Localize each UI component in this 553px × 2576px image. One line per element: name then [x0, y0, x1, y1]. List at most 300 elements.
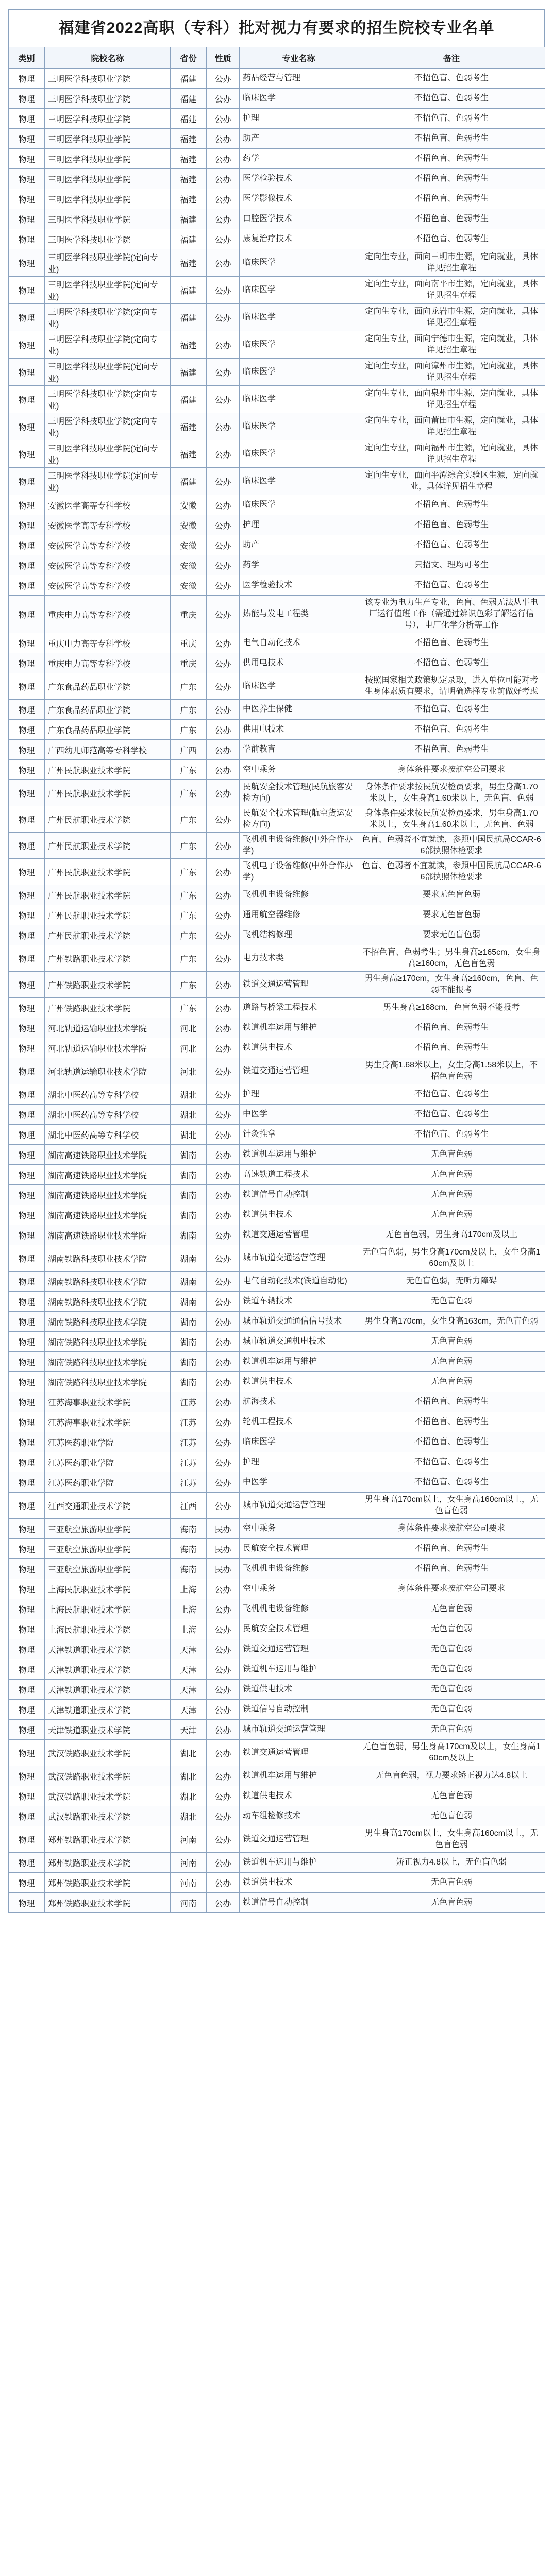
cell-type: 物理 — [9, 859, 45, 885]
cell-major: 铁道机车运用与维护 — [240, 1766, 358, 1786]
cell-type: 物理 — [9, 925, 45, 945]
cell-major: 临床医学 — [240, 386, 358, 413]
cell-type: 物理 — [9, 1272, 45, 1292]
cell-type: 物理 — [9, 515, 45, 535]
cell-school: 三明医学科技职业学院(定向专业) — [45, 468, 171, 495]
table-row — [9, 229, 545, 249]
cell-nature: 公办 — [207, 440, 240, 468]
cell-province: 江苏 — [171, 1412, 207, 1432]
table-row — [9, 1018, 545, 1038]
cell-province: 广东 — [171, 760, 207, 780]
cell-province: 福建 — [171, 277, 207, 304]
cell-note: 不招色盲、色弱考生 — [358, 1539, 545, 1559]
cell-note: 无色盲色弱，男生身高170cm及以上 — [358, 1225, 545, 1245]
cell-type: 物理 — [9, 1018, 45, 1038]
cell-note: 不招色盲、色弱考生 — [358, 515, 545, 535]
cell-school: 广州民航职业技术学院 — [45, 925, 171, 945]
table-row — [9, 1084, 545, 1105]
cell-school: 三亚航空旅游职业学院 — [45, 1519, 171, 1539]
cell-major: 药品经营与管理 — [240, 69, 358, 89]
cell-school: 三明医学科技职业学院 — [45, 189, 171, 209]
cell-major: 飞机结构修理 — [240, 925, 358, 945]
cell-province: 广东 — [171, 833, 207, 859]
cell-nature: 公办 — [207, 1873, 240, 1893]
cell-school: 三明医学科技职业学院(定向专业) — [45, 359, 171, 386]
cell-major: 飞机机电设备维修(中外合作办学) — [240, 833, 358, 859]
table-row — [9, 700, 545, 720]
cell-nature: 公办 — [207, 1700, 240, 1720]
cell-school: 三明医学科技职业学院 — [45, 149, 171, 169]
cell-school: 武汉铁路职业技术学院 — [45, 1786, 171, 1806]
cell-type: 物理 — [9, 304, 45, 331]
table-row — [9, 673, 545, 700]
cell-type: 物理 — [9, 1893, 45, 1913]
cell-nature: 公办 — [207, 331, 240, 359]
cell-note: 无色盲色弱 — [358, 1372, 545, 1392]
cell-province: 江苏 — [171, 1432, 207, 1452]
cell-type: 物理 — [9, 720, 45, 740]
table-row — [9, 1352, 545, 1372]
cell-note: 无色盲色弱，无听力障碍 — [358, 1272, 545, 1292]
cell-nature: 公办 — [207, 653, 240, 673]
cell-school: 武汉铁路职业技术学院 — [45, 1740, 171, 1766]
cell-school: 广东食品药品职业学院 — [45, 720, 171, 740]
table-row — [9, 331, 545, 359]
table-row — [9, 1493, 545, 1519]
cell-major: 临床医学 — [240, 359, 358, 386]
cell-province: 江苏 — [171, 1452, 207, 1472]
cell-nature: 公办 — [207, 925, 240, 945]
cell-nature: 公办 — [207, 1452, 240, 1472]
cell-type: 物理 — [9, 495, 45, 515]
table-row — [9, 169, 545, 189]
cell-nature: 公办 — [207, 304, 240, 331]
cell-province: 湖南 — [171, 1245, 207, 1272]
cell-province: 福建 — [171, 129, 207, 149]
cell-type: 物理 — [9, 277, 45, 304]
cell-type: 物理 — [9, 249, 45, 277]
cell-type: 物理 — [9, 69, 45, 89]
cell-type: 物理 — [9, 1680, 45, 1700]
cell-province: 湖北 — [171, 1740, 207, 1766]
cell-nature: 公办 — [207, 209, 240, 229]
cell-nature: 公办 — [207, 1432, 240, 1452]
cell-major: 铁道机车运用与维护 — [240, 1018, 358, 1038]
cell-major: 临床医学 — [240, 277, 358, 304]
table-row — [9, 925, 545, 945]
cell-major: 铁道交通运营管理 — [240, 1058, 358, 1084]
table-row — [9, 1145, 545, 1165]
cell-type: 物理 — [9, 1873, 45, 1893]
cell-note: 不招色盲、色弱考生 — [358, 129, 545, 149]
cell-province: 天津 — [171, 1700, 207, 1720]
cell-major: 护理 — [240, 109, 358, 129]
cell-nature: 公办 — [207, 905, 240, 925]
cell-school: 湖北中医药高等专科学校 — [45, 1084, 171, 1105]
cell-nature: 公办 — [207, 229, 240, 249]
table-row — [9, 1432, 545, 1452]
cell-nature: 公办 — [207, 885, 240, 905]
cell-type: 物理 — [9, 740, 45, 760]
cell-major: 高速铁道工程技术 — [240, 1165, 358, 1185]
cell-note: 不招色盲、色弱考生 — [358, 1105, 545, 1125]
cell-note: 身体条件要求按航空公司要求 — [358, 760, 545, 780]
cell-school: 江苏医药职业学院 — [45, 1472, 171, 1493]
table-row — [9, 1766, 545, 1786]
cell-note: 不招色盲、色弱考生 — [358, 1559, 545, 1579]
cell-note: 无色盲色弱 — [358, 1659, 545, 1680]
cell-type: 物理 — [9, 673, 45, 700]
cell-note: 男生身高≥168cm，色盲色弱不能报考 — [358, 998, 545, 1018]
cell-province: 海南 — [171, 1559, 207, 1579]
cell-major: 助产 — [240, 535, 358, 555]
cell-school: 湖北中医药高等专科学校 — [45, 1105, 171, 1125]
cell-type: 物理 — [9, 1392, 45, 1412]
cell-type: 物理 — [9, 700, 45, 720]
cell-nature: 公办 — [207, 1806, 240, 1826]
cell-nature: 公办 — [207, 1372, 240, 1392]
cell-province: 广东 — [171, 972, 207, 998]
cell-province: 广东 — [171, 925, 207, 945]
cell-nature: 公办 — [207, 413, 240, 440]
table-row — [9, 1720, 545, 1740]
cell-major: 电气自动化技术(铁道自动化) — [240, 1272, 358, 1292]
cell-note: 该专业为电力生产专业，色盲、色弱无法从事电厂运行值班工作（需通过辨识色彩了解运行信号），电厂化学分析等工作 — [358, 596, 545, 633]
cell-school: 广州民航职业技术学院 — [45, 905, 171, 925]
cell-school: 三明医学科技职业学院 — [45, 209, 171, 229]
table-row — [9, 885, 545, 905]
cell-note: 男生身高170cm以上，女生身高160cm以上，无色盲色弱 — [358, 1826, 545, 1853]
cell-type: 物理 — [9, 1038, 45, 1058]
cell-school: 河北轨道运输职业技术学院 — [45, 1058, 171, 1084]
cell-province: 广东 — [171, 806, 207, 833]
cell-note: 男生身高1.68米以上，女生身高1.58米以上，不招色盲色弱 — [358, 1058, 545, 1084]
cell-note: 无色盲色弱 — [358, 1873, 545, 1893]
cell-major: 铁道供电技术 — [240, 1372, 358, 1392]
cell-school: 天津铁道职业技术学院 — [45, 1680, 171, 1700]
cell-nature: 公办 — [207, 1185, 240, 1205]
cell-type: 物理 — [9, 905, 45, 925]
cell-school: 三明医学科技职业学院 — [45, 69, 171, 89]
table-row — [9, 1412, 545, 1432]
cell-school: 广州民航职业技术学院 — [45, 760, 171, 780]
cell-type: 物理 — [9, 1659, 45, 1680]
cell-note: 不招色盲、色弱考生 — [358, 1452, 545, 1472]
cell-type: 物理 — [9, 1619, 45, 1639]
cell-school: 郑州铁路职业技术学院 — [45, 1873, 171, 1893]
cell-major: 临床医学 — [240, 249, 358, 277]
cell-type: 物理 — [9, 1853, 45, 1873]
cell-note: 不招色盲、色弱考生 — [358, 149, 545, 169]
cell-province: 上海 — [171, 1599, 207, 1619]
cell-nature: 公办 — [207, 1599, 240, 1619]
cell-nature: 公办 — [207, 1826, 240, 1853]
cell-nature: 公办 — [207, 1292, 240, 1312]
cell-note: 不招色盲、色弱考生 — [358, 1432, 545, 1452]
cell-note: 不招色盲、色弱考生 — [358, 1084, 545, 1105]
cell-province: 广东 — [171, 673, 207, 700]
cell-nature: 公办 — [207, 859, 240, 885]
cell-school: 三明医学科技职业学院(定向专业) — [45, 386, 171, 413]
cell-nature: 公办 — [207, 1740, 240, 1766]
cell-school: 湖南高速铁路职业技术学院 — [45, 1205, 171, 1225]
cell-type: 物理 — [9, 169, 45, 189]
cell-type: 物理 — [9, 1292, 45, 1312]
cell-province: 湖北 — [171, 1786, 207, 1806]
cell-note: 不招色盲、色弱考生 — [358, 740, 545, 760]
cell-school: 安徽医学高等专科学校 — [45, 555, 171, 575]
cell-nature: 公办 — [207, 249, 240, 277]
cell-school: 广东食品药品职业学院 — [45, 673, 171, 700]
cell-province: 广东 — [171, 859, 207, 885]
cell-major: 民航安全技术管理(民航旅客安检方向) — [240, 780, 358, 806]
cell-note: 按照国家相关政策规定录取，进入单位可能对考生身体素质有要求，请明确选择专业前做好考虑 — [358, 673, 545, 700]
cell-note: 定向生专业，面向宁德市生源，定向就业，具体详见招生章程 — [358, 331, 545, 359]
cell-nature: 公办 — [207, 806, 240, 833]
cell-province: 海南 — [171, 1519, 207, 1539]
table-header-row — [9, 47, 545, 69]
cell-school: 湖南铁路科技职业技术学院 — [45, 1312, 171, 1332]
cell-major: 学前教育 — [240, 740, 358, 760]
cell-school: 安徽医学高等专科学校 — [45, 495, 171, 515]
cell-nature: 公办 — [207, 515, 240, 535]
cell-province: 广东 — [171, 720, 207, 740]
cell-school: 湖南铁路科技职业技术学院 — [45, 1332, 171, 1352]
cell-major: 医学检验技术 — [240, 169, 358, 189]
cell-province: 福建 — [171, 249, 207, 277]
cell-type: 物理 — [9, 1145, 45, 1165]
cell-note: 无色盲色弱 — [358, 1680, 545, 1700]
cell-province: 河南 — [171, 1873, 207, 1893]
cell-type: 物理 — [9, 555, 45, 575]
cell-school: 三明医学科技职业学院(定向专业) — [45, 249, 171, 277]
cell-province: 湖北 — [171, 1806, 207, 1826]
cell-nature: 公办 — [207, 1472, 240, 1493]
cell-province: 湖南 — [171, 1292, 207, 1312]
cell-school: 广东食品药品职业学院 — [45, 700, 171, 720]
table-row — [9, 1292, 545, 1312]
cell-note: 无色盲色弱 — [358, 1700, 545, 1720]
cell-type: 物理 — [9, 129, 45, 149]
header-nature: 性质 — [207, 47, 240, 69]
cell-note: 矫正视力4.8以上，无色盲色弱 — [358, 1853, 545, 1873]
table-row — [9, 1332, 545, 1352]
cell-major: 康复治疗技术 — [240, 229, 358, 249]
table-row — [9, 1165, 545, 1185]
cell-school: 三亚航空旅游职业学院 — [45, 1539, 171, 1559]
cell-major: 医学影像技术 — [240, 189, 358, 209]
cell-note: 定向生专业，面向漳州市生源，定向就业，具体详见招生章程 — [358, 359, 545, 386]
cell-note: 定向生专业，面向南平市生源，定向就业，具体详见招生章程 — [358, 277, 545, 304]
cell-nature: 公办 — [207, 1786, 240, 1806]
cell-province: 湖南 — [171, 1205, 207, 1225]
cell-school: 郑州铁路职业技术学院 — [45, 1893, 171, 1913]
cell-note: 无色盲色弱 — [358, 1292, 545, 1312]
cell-nature: 公办 — [207, 555, 240, 575]
table-row — [9, 304, 545, 331]
cell-note: 男生身高170cm，女生身高163cm，无色盲色弱 — [358, 1312, 545, 1332]
cell-major: 电力技术类 — [240, 945, 358, 972]
table-row — [9, 1740, 545, 1766]
cell-type: 物理 — [9, 189, 45, 209]
table-row — [9, 720, 545, 740]
cell-school: 三明医学科技职业学院(定向专业) — [45, 331, 171, 359]
cell-province: 广东 — [171, 905, 207, 925]
cell-nature: 公办 — [207, 1145, 240, 1165]
cell-nature: 公办 — [207, 575, 240, 596]
table-row — [9, 1539, 545, 1559]
cell-major: 热能与发电工程类 — [240, 596, 358, 633]
cell-school: 武汉铁路职业技术学院 — [45, 1766, 171, 1786]
table-row — [9, 1659, 545, 1680]
cell-nature: 公办 — [207, 1639, 240, 1659]
cell-major: 中医学 — [240, 1105, 358, 1125]
cell-major: 护理 — [240, 1452, 358, 1472]
cell-note: 不招色盲、色弱考生 — [358, 1472, 545, 1493]
cell-major: 民航安全技术管理 — [240, 1539, 358, 1559]
cell-school: 安徽医学高等专科学校 — [45, 515, 171, 535]
cell-school: 天津铁道职业技术学院 — [45, 1659, 171, 1680]
table-row — [9, 249, 545, 277]
cell-type: 物理 — [9, 1412, 45, 1432]
cell-type: 物理 — [9, 1312, 45, 1332]
cell-major: 城市轨道交通运营管理 — [240, 1720, 358, 1740]
cell-note: 不招色盲、色弱考生 — [358, 495, 545, 515]
cell-major: 城市轨道交通运营管理 — [240, 1245, 358, 1272]
table-row — [9, 1873, 545, 1893]
cell-province: 福建 — [171, 359, 207, 386]
table-row — [9, 740, 545, 760]
cell-nature: 公办 — [207, 740, 240, 760]
cell-nature: 公办 — [207, 69, 240, 89]
cell-nature: 公办 — [207, 1720, 240, 1740]
table-row — [9, 1826, 545, 1853]
cell-nature: 公办 — [207, 1125, 240, 1145]
table-row — [9, 386, 545, 413]
cell-school: 安徽医学高等专科学校 — [45, 575, 171, 596]
cell-major: 电气自动化技术 — [240, 633, 358, 653]
cell-province: 福建 — [171, 331, 207, 359]
cell-major: 临床医学 — [240, 440, 358, 468]
cell-province: 安徽 — [171, 535, 207, 555]
table-row — [9, 149, 545, 169]
cell-major: 航海技术 — [240, 1392, 358, 1412]
cell-type: 物理 — [9, 386, 45, 413]
cell-nature: 公办 — [207, 945, 240, 972]
cell-province: 广东 — [171, 885, 207, 905]
table-row — [9, 1452, 545, 1472]
cell-school: 湖南高速铁路职业技术学院 — [45, 1185, 171, 1205]
cell-type: 物理 — [9, 1332, 45, 1352]
cell-type: 物理 — [9, 535, 45, 555]
cell-nature: 公办 — [207, 633, 240, 653]
table-row — [9, 1519, 545, 1539]
cell-school: 上海民航职业技术学院 — [45, 1619, 171, 1639]
table-row — [9, 972, 545, 998]
cell-type: 物理 — [9, 1599, 45, 1619]
table-row — [9, 1272, 545, 1292]
cell-province: 湖南 — [171, 1332, 207, 1352]
cell-nature: 公办 — [207, 1392, 240, 1412]
cell-note: 定向生专业，面向莆田市生源，定向就业，具体详见招生章程 — [358, 413, 545, 440]
cell-major: 铁道供电技术 — [240, 1205, 358, 1225]
cell-school: 武汉铁路职业技术学院 — [45, 1806, 171, 1826]
cell-school: 广西幼儿师范高等专科学校 — [45, 740, 171, 760]
cell-type: 物理 — [9, 1539, 45, 1559]
cell-major: 铁道交通运营管理 — [240, 1225, 358, 1245]
cell-type: 物理 — [9, 1579, 45, 1599]
table-row — [9, 1639, 545, 1659]
cell-type: 物理 — [9, 109, 45, 129]
enrollment-table — [8, 47, 545, 1913]
cell-school: 三明医学科技职业学院(定向专业) — [45, 440, 171, 468]
cell-school: 广州民航职业技术学院 — [45, 859, 171, 885]
page-title: 福建省2022高职（专科）批对视力有要求的招生院校专业名单 — [8, 9, 545, 47]
cell-school: 天津铁道职业技术学院 — [45, 1720, 171, 1740]
cell-note: 无色盲色弱 — [358, 1145, 545, 1165]
cell-type: 物理 — [9, 633, 45, 653]
cell-note: 不招色盲、色弱考生 — [358, 1392, 545, 1412]
cell-note: 不招色盲、色弱考生 — [358, 89, 545, 109]
cell-nature: 公办 — [207, 189, 240, 209]
table-row — [9, 1559, 545, 1579]
cell-school: 江苏医药职业学院 — [45, 1432, 171, 1452]
cell-major: 城市轨道交通运营管理 — [240, 1493, 358, 1519]
table-row — [9, 833, 545, 859]
cell-note: 不招色盲、色弱考生 — [358, 209, 545, 229]
cell-province: 福建 — [171, 229, 207, 249]
cell-province: 福建 — [171, 89, 207, 109]
cell-major: 飞机机电设备维修 — [240, 1599, 358, 1619]
cell-nature: 民办 — [207, 1539, 240, 1559]
cell-major: 临床医学 — [240, 1432, 358, 1452]
table-row — [9, 515, 545, 535]
cell-province: 河北 — [171, 1018, 207, 1038]
cell-major: 供用电技术 — [240, 720, 358, 740]
cell-major: 中医养生保健 — [240, 700, 358, 720]
cell-school: 三明医学科技职业学院 — [45, 109, 171, 129]
cell-major: 药学 — [240, 555, 358, 575]
cell-type: 物理 — [9, 468, 45, 495]
cell-note: 无色盲色弱 — [358, 1720, 545, 1740]
cell-note: 不招色盲、色弱考生 — [358, 1412, 545, 1432]
cell-major: 空中乘务 — [240, 1519, 358, 1539]
cell-note: 不招色盲、色弱考生 — [358, 720, 545, 740]
cell-school: 河北轨道运输职业技术学院 — [45, 1038, 171, 1058]
cell-type: 物理 — [9, 413, 45, 440]
table-row — [9, 1619, 545, 1639]
cell-school: 三明医学科技职业学院 — [45, 169, 171, 189]
cell-note: 无色盲色弱 — [358, 1165, 545, 1185]
table-row — [9, 1806, 545, 1826]
cell-type: 物理 — [9, 1205, 45, 1225]
cell-major: 护理 — [240, 1084, 358, 1105]
header-school: 院校名称 — [45, 47, 171, 69]
cell-note: 男生身高170cm以上，女生身高160cm以上，无色盲色弱 — [358, 1493, 545, 1519]
cell-major: 动车组检修技术 — [240, 1806, 358, 1826]
cell-major: 铁道机车运用与维护 — [240, 1352, 358, 1372]
cell-province: 广东 — [171, 700, 207, 720]
cell-type: 物理 — [9, 780, 45, 806]
cell-type: 物理 — [9, 575, 45, 596]
table-row — [9, 1680, 545, 1700]
cell-note: 身体条件要求按民航安检员要求，男生身高1.70米以上，女生身高1.60米以上，无色盲、色弱 — [358, 780, 545, 806]
cell-major: 轮机工程技术 — [240, 1412, 358, 1432]
cell-major: 通用航空器维修 — [240, 905, 358, 925]
cell-nature: 公办 — [207, 1853, 240, 1873]
cell-school: 江苏海事职业技术学院 — [45, 1392, 171, 1412]
cell-school: 广州铁路职业技术学院 — [45, 972, 171, 998]
